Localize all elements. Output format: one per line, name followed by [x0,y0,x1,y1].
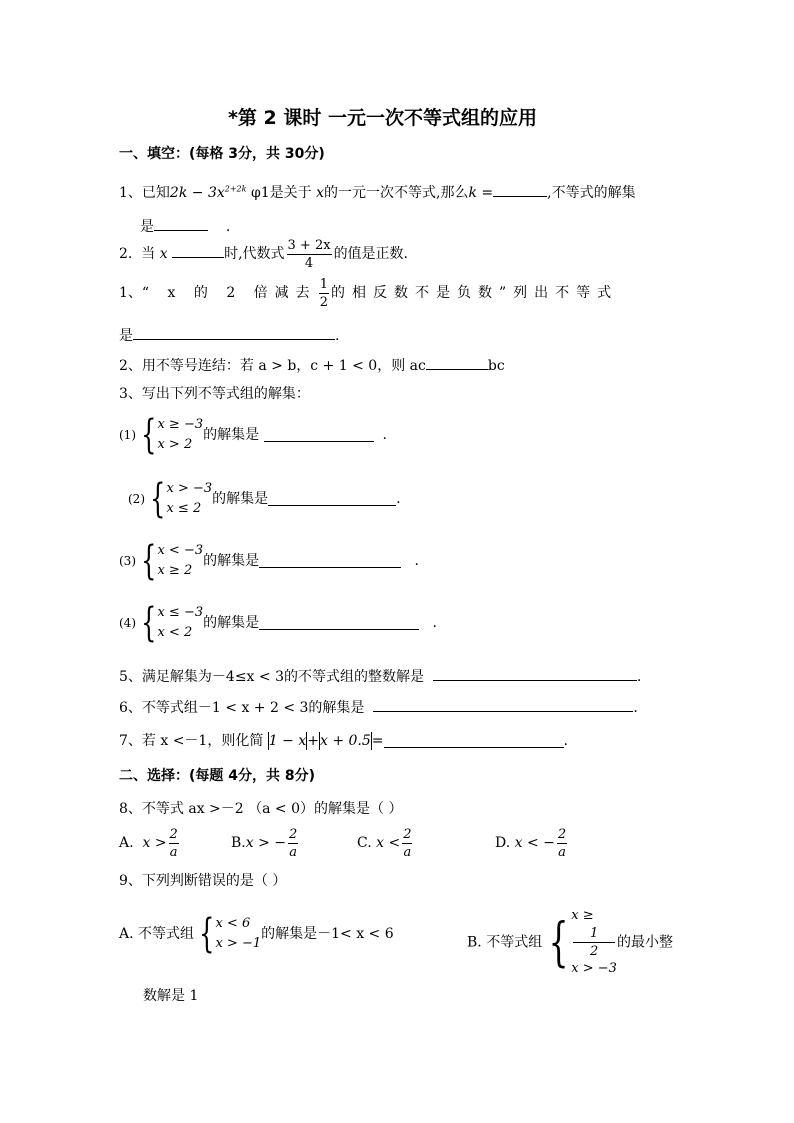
period: . [636,669,642,685]
answer-blank[interactable] [172,244,224,258]
question-text: 的解集是 [203,615,260,631]
variable: x [159,246,168,262]
fraction [557,827,567,860]
fraction-numerator: 3 + 2x [287,237,331,253]
fraction [402,827,412,860]
fraction-numerator: 2 [557,826,567,842]
fraction-numerator: 2 [403,826,412,842]
period: . [396,491,401,507]
question-2 [119,237,408,271]
answer-blank[interactable] [133,326,335,340]
question-text: 时,代数式 [224,246,285,262]
question-8 [119,731,568,751]
exponent: 2+2k [224,184,247,194]
answer-blank[interactable] [259,554,401,568]
fraction-numerator: 2 [169,826,178,842]
system-4 [119,600,437,646]
system-2 [128,476,401,522]
question-text: 的一元一次不等式,那么 [324,185,469,201]
fraction-numerator: 1 [319,276,328,292]
condition-top: x > −3 [166,481,213,496]
brace-icon: { [150,476,166,522]
condition-bottom: x < 2 [157,625,193,640]
question-text: 1是关于 [260,185,312,201]
option-c[interactable] [357,826,414,860]
option-label: A. [119,835,134,851]
answer-blank[interactable] [268,492,396,506]
question-text: 是 [119,328,133,344]
fraction [288,827,298,860]
fraction [169,827,179,860]
option-label: C. [357,835,372,851]
period: . [414,553,419,569]
period: . [633,700,638,716]
option-b[interactable] [231,826,300,860]
condition-bottom: x ≥ 2 [157,563,193,578]
fraction-denominator: a [169,844,178,860]
question-1 [119,183,636,200]
period: . [563,733,568,749]
answer-blank[interactable] [384,734,564,748]
system-conditions [571,906,617,979]
question-text: 是 [140,219,154,235]
condition-bottom: x > −1 [215,936,262,951]
question-4 [119,356,505,373]
option-label: B. [467,934,482,951]
brace-icon: { [199,911,215,957]
fraction-denominator: a [289,844,298,860]
system-label: (1) [119,428,136,442]
brace-icon: { [141,538,157,584]
question-1-line-2 [140,217,230,234]
answer-blank[interactable] [373,698,633,712]
question-text: bc [487,358,505,374]
option-a[interactable] [119,911,394,957]
page-title: *第 2 课时 一元一次不等式组的应用 [228,107,538,129]
condition-top: x ≥ −3 [157,417,204,432]
answer-blank[interactable] [493,183,547,197]
option-text: 的解集是－1< x < 6 [261,926,394,942]
fraction-numerator: 1 [573,926,615,943]
question-text: 2、用不等号连结：若 a > b，c + 1 < 0，则 ac [119,358,426,374]
condition-bottom: x > −3 [571,961,617,976]
fraction-denominator: a [558,844,566,860]
question-text: 已知 [141,185,170,201]
system-conditions [157,603,203,643]
fraction-denominator: 4 [304,255,314,271]
question-6 [119,667,641,684]
system-label: (4) [119,616,136,630]
period: . [335,328,340,344]
option-lhs: x > [142,835,167,851]
question-text: 5、满足解集为－4≤x < 3的不等式组的整数解是 [119,669,424,685]
option-text: 不等式组 [486,934,543,951]
question-number: 2. [119,246,133,262]
math-expression: 1 − x [268,733,307,749]
section-2-header: 二、选择：(每题 4分，共 8分) [119,768,316,784]
system-label: (2) [128,492,145,506]
period: . [432,615,437,631]
math-operator: + [307,733,319,749]
system-conditions [157,541,203,581]
math-expression: 2k − 3x [169,185,225,201]
system-conditions [215,914,261,954]
section-1-header: 一、填空：(每格 3分，共 30分) [119,146,325,162]
answer-blank[interactable] [264,428,374,442]
period: . [225,219,231,235]
option-lhs: x < − [514,835,555,851]
condition-top: x < −3 [157,543,204,558]
condition-bottom: x > 2 [157,437,193,452]
brace-icon: { [548,912,569,973]
answer-blank[interactable] [154,217,208,231]
fraction-denominator: a [403,844,412,860]
option-text: 不等式组 [138,926,195,942]
option-b[interactable] [467,906,673,979]
condition-lhs: x ≥ [571,908,594,923]
question-text: 的解集是 [203,553,260,569]
question-text: 7、若 x <－1，则化简 [119,733,264,749]
variable-k: k = [468,185,494,201]
fraction [319,277,329,310]
option-lhs: x < [376,835,401,851]
brace-icon: { [141,600,157,646]
system-conditions [157,415,203,455]
condition-top: x ≤ −3 [157,605,204,620]
relation-symbol: φ [250,185,261,201]
question-text: 的相反数不是负数”列出不等式 [330,285,619,301]
brace-icon: { [141,412,157,458]
system-conditions [166,479,212,519]
question-text: 6、不等式组－1 < x + 2 < 3的解集是 [119,700,365,716]
option-label: D. [495,835,511,851]
fraction-denominator: 2 [589,944,599,959]
question-5: 3、写出下列不等式组的解集： [119,386,310,402]
question-number: 1、 [119,185,142,201]
fraction-numerator: 2 [289,826,298,842]
condition-top [571,906,617,959]
answer-blank[interactable] [426,356,488,370]
question-9: 8、不等式 ax >－2 （a < 0）的解集是（ ） [119,801,403,817]
option-d[interactable] [495,826,569,860]
system-1 [119,412,387,458]
option-a[interactable] [119,826,181,860]
question-text: “ x 的 2 倍减去 [141,285,317,301]
condition-top: x < 6 [215,916,251,931]
question-text: 的解集是 [212,491,269,507]
system-label: (3) [119,554,136,568]
question-text: 当 [141,246,156,262]
question-3-line-2 [119,326,339,343]
option-text: 的最小整 [616,934,673,951]
question-text: ,不等式的解集 [547,185,636,201]
fraction-denominator: 2 [319,294,328,310]
question-text: 的解集是 [203,427,260,443]
question-10: 9、下列判断错误的是（ ） [119,873,287,889]
option-label: B. [231,835,246,851]
answer-blank[interactable] [433,667,637,681]
option-lhs: x > − [245,835,287,851]
option-b-line-2: 数解是 1 [143,988,199,1004]
question-7 [119,698,638,715]
option-label: A. [119,926,134,942]
fraction [287,238,332,271]
math-expression: x + 0.5 [319,733,371,749]
answer-blank[interactable] [259,616,419,630]
question-number: 1、 [119,285,142,301]
variable: x [316,185,325,201]
question-text: 的值是正数. [333,246,409,262]
fraction [573,926,615,959]
question-3 [119,276,618,310]
system-3 [119,538,419,584]
condition-bottom: x ≤ 2 [166,501,202,516]
math-operator: = [371,733,384,749]
period: . [382,427,387,443]
